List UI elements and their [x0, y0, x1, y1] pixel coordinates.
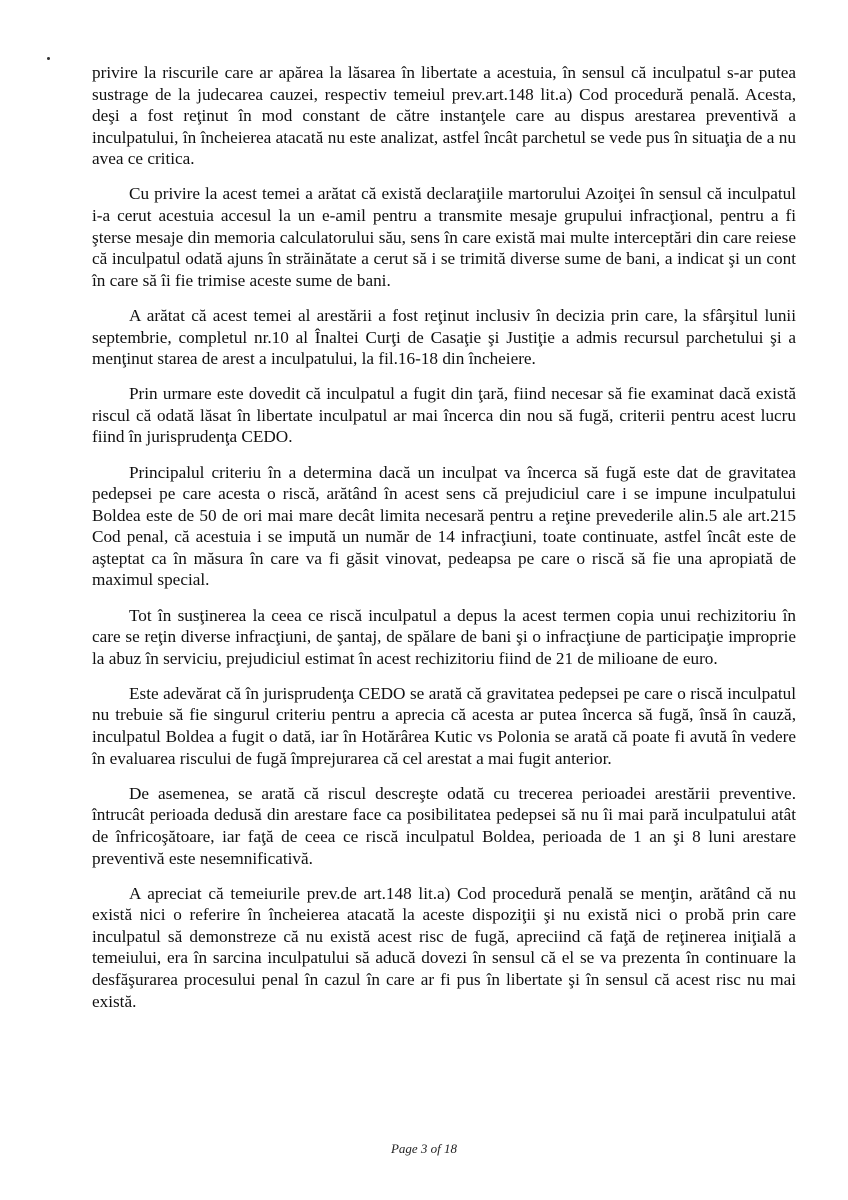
paragraph: privire la riscurile care ar apărea la lăsarea în libertate a acestuia, în sensul că inculpatul s-ar putea sustrage de la judecarea cauzei, respectiv temeiul prev.art.148 lit.a) Cod procedură penală. Acesta, deşi a fost reţinut în mod constant de către instanţele care au dispus arestarea preventivă a inculpatului, în încheierea atacată nu este analizat, astfel încât parchetul se vede pus în situaţia de a nu avea ce critica. [92, 63, 796, 169]
paragraph: Principalul criteriu în a determina dacă un inculpat va încerca să fugă este dat de gravitatea pedepsei pe care acesta o riscă, arătând în acest sens că prejudiciul care i se impune inculpatului Boldea este de 50 de ori mai mare decât limita necesară pentru a reţine prevederile alin.5 ale art.215 Cod penal, că acestuia i se impută un număr de 14 infracţiuni, toate continuate, astfel încât este de aşteptat ca în măsura în care va fi găsit vinovat, pedeapsa pe care o riscă să fie una apropiată de maximul special. [92, 462, 796, 590]
paragraph: Cu privire la acest temei a arătat că există declaraţiile martorului Azoiţei în sensul că inculpatul i-a cerut acestuia accesul la un e-amil pentru a transmite mesaje grupului infracţional, pentru a fi şterse mesaje din memoria calculatorului său, sens în care există mai multe interceptări din care reiese că inculpatul odată ajuns în străinătate a cerut să i se trimită diverse sume de bani, a indicat şi un cont în care să îi fie trimise aceste sume de bani. [92, 184, 796, 290]
paragraph: A apreciat că temeiurile prev.de art.148 lit.a) Cod procedură penală se menţin, arătând că nu există nici o referire în încheierea atacată la aceste dispoziţii şi nu există nici o probă prin care inculpatul să demonstreze că nu există acest risc de fugă, apreciind că faţă de reţinerea iniţială a temeiului, era în sarcina inculpatului să aducă dovezi în sensul că el se va prezenta în continuare la desfăşurarea procesului penal în cazul în care ar fi pus în libertate şi în sensul că acest risc nu mai există. [92, 883, 796, 1011]
paragraph: Este adevărat că în jurisprudenţa CEDO se arată că gravitatea pedepsei pe care o riscă inculpatul nu trebuie să fie singurul criteriu pentru a aprecia că acesta ar putea încerca să fugă, însă în cauză, inculpatul Boldea a fugit o dată, iar în Hotărârea Kutic vs Polonia se arată că poate fi avută în vedere în evaluarea riscului de fugă împrejurarea că cel arestat a mai fugit anterior. [92, 683, 796, 768]
paragraph: De asemenea, se arată că riscul descreşte odată cu trecerea perioadei arestării preventive. întrucât perioada dedusă din arestare face ca posibilitatea pedepsei să nu îi mai pară inculpatului atât de înfricoşătoare, iar faţă de ceea ce riscă inculpatul Boldea, perioada de 1 an şi 8 luni arestare preventivă este nesemnificativă. [92, 783, 796, 868]
document-body [92, 62, 796, 1026]
page-number-footer: Page 3 of 18 [390, 1141, 458, 1156]
scan-speck [47, 57, 50, 60]
paragraph: A arătat că acest temei al arestării a fost reţinut inclusiv în decizia prin care, la sfârşitul lunii septembrie, completul nr.10 al Înaltei Curţi de Casaţie şi Justiţie a admis recursul parchetului şi a menţinut starea de arest a inculpatului, la fil.16-18 din încheiere. [92, 305, 796, 369]
paragraph: Prin urmare este dovedit că inculpatul a fugit din ţară, fiind necesar să fie examinat dacă există riscul că odată lăsat în libertate inculpatul ar mai încerca din nou să fugă, criterii pentru acest lucru fiind în jurisprudenţa CEDO. [92, 384, 796, 447]
paragraph: Tot în susţinerea la ceea ce riscă inculpatul a depus la acest termen copia unui rechizitoriu în care se reţin diverse infracţiuni, de şantaj, de spălare de bani şi o infracţiune de participaţie improprie la abuz în serviciu, prejudiciul estimat în acest rechizitoriu fiind de 21 de milioane de euro. [92, 605, 796, 668]
